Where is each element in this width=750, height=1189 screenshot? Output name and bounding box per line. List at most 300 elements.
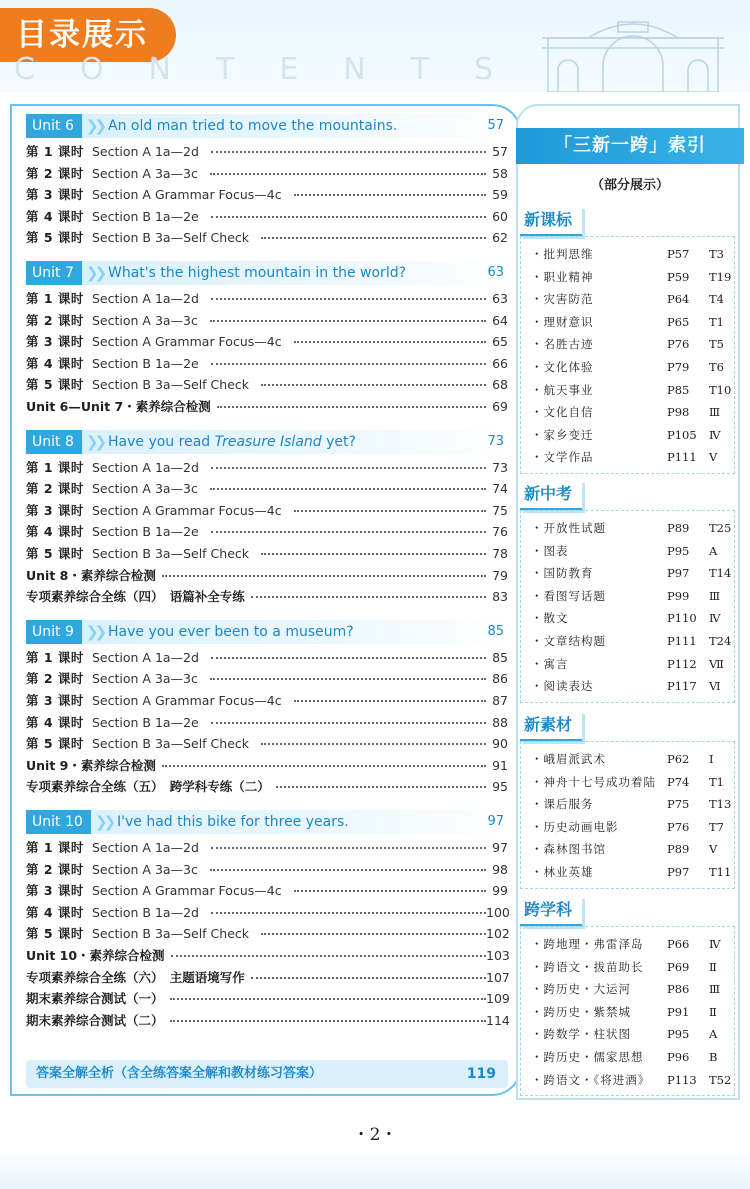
toc-row[interactable] — [26, 227, 508, 248]
dot-leader — [294, 890, 486, 892]
index-topic: ・跨语文・拔苗助长 — [531, 959, 644, 974]
section-label: Section B 3a—Self Check — [92, 377, 250, 393]
index-page: P57 — [667, 247, 690, 261]
unit-tag: Unit 7 — [26, 261, 82, 285]
index-page: P65 — [667, 314, 690, 329]
entry-label: 专项素养综合全练（五） 跨学科专练（二） — [26, 779, 270, 795]
section-label: Section A 1a—2d — [92, 459, 199, 475]
page-number-cell: 63 — [492, 291, 508, 306]
unit-title — [108, 620, 354, 644]
section-label: Section A 1a—2d — [92, 649, 199, 665]
index-page: P105 — [667, 427, 697, 442]
section-label: Section B 1a—2e — [92, 208, 199, 224]
index-topic: ・跨语文・《将进酒》 — [531, 1072, 651, 1087]
index-row[interactable] — [521, 1023, 736, 1045]
page-number-cell: 88 — [492, 714, 508, 730]
index-page: P110 — [667, 611, 697, 626]
entry-label: Unit 8・素养综合检测 — [26, 567, 156, 583]
page-number-cell: 107 — [486, 969, 510, 985]
index-row[interactable] — [521, 446, 736, 468]
index-category-list — [520, 926, 735, 1096]
index-topic: ・历史动画电影 — [531, 819, 619, 834]
dot-leader — [211, 657, 486, 659]
toc-row[interactable] — [26, 331, 508, 352]
unit-title-text: Have you ever been to a museum? — [108, 623, 354, 640]
section-label: Section A 1a—2d — [92, 291, 199, 306]
index-item-tag: T6 — [709, 360, 724, 374]
toc-row[interactable] — [26, 500, 508, 521]
index-page: P59 — [667, 269, 690, 284]
lesson-label: 第 4 课时 — [26, 208, 84, 224]
index-page: P74 — [667, 774, 690, 789]
index-page: P95 — [667, 1027, 690, 1042]
index-topic: ・航天事业 — [531, 382, 594, 397]
page-number-cell: 86 — [492, 671, 508, 687]
index-row[interactable] — [521, 333, 736, 355]
section-label: Section B 1a—2d — [92, 904, 199, 920]
dot-leader — [210, 678, 486, 680]
toc-row[interactable] — [26, 668, 508, 689]
toc-row[interactable] — [26, 880, 508, 901]
index-row[interactable] — [521, 1001, 736, 1023]
index-topic: ・林业英雄 — [531, 865, 594, 879]
index-row[interactable] — [521, 517, 736, 539]
section-label: Section B 1a—2e — [92, 524, 199, 540]
index-item-tag: T10 — [709, 382, 732, 397]
dot-leader — [171, 955, 486, 957]
index-topic: ・跨历史・大运河 — [531, 982, 631, 997]
dot-leader — [210, 488, 486, 490]
toc-row[interactable] — [26, 755, 508, 776]
index-page: P91 — [667, 1004, 690, 1019]
unit-tag: Unit 10 — [26, 810, 91, 834]
index-topic: ・名胜古迹 — [531, 337, 594, 352]
index-category-label: 跨学科 — [520, 896, 582, 926]
index-topic: ・图表 — [531, 543, 569, 558]
answer-bar[interactable] — [26, 1060, 508, 1088]
dot-leader — [210, 320, 486, 322]
lesson-label: 第 2 课时 — [26, 481, 84, 497]
page-number-cell: 66 — [492, 355, 508, 371]
index-page: P98 — [667, 405, 690, 420]
unit-title-text: An old man tried to move the mountains. — [108, 118, 398, 134]
index-item-tag: T3 — [709, 247, 724, 261]
lesson-label: 第 4 课时 — [26, 355, 84, 371]
index-category-label: 新中考 — [520, 480, 582, 510]
section-label: Section A Grammar Focus—4c — [92, 502, 282, 518]
index-row[interactable] — [521, 653, 736, 675]
lesson-label: 第 1 课时 — [26, 144, 84, 159]
index-item-tag: T4 — [709, 292, 724, 307]
dot-leader — [211, 847, 486, 849]
dot-leader — [261, 384, 486, 386]
index-row[interactable] — [521, 748, 736, 770]
lesson-label: 第 5 课时 — [26, 377, 84, 393]
entry-label: 专项素养综合全练（四） 语篇补全专练 — [26, 589, 245, 605]
index-item-tag: A — [709, 1027, 718, 1042]
dot-leader — [211, 467, 486, 469]
toc-row[interactable] — [26, 945, 508, 966]
toc-row[interactable] — [26, 776, 508, 797]
unit-title-rest: yet? — [321, 433, 356, 450]
index-item-tag: T11 — [709, 865, 732, 879]
dot-leader — [170, 1020, 486, 1022]
dot-leader — [276, 786, 486, 788]
index-category-label: 新课标 — [520, 206, 582, 236]
lesson-label: 第 3 课时 — [26, 502, 84, 518]
index-topic: ・森林图书馆 — [531, 842, 606, 857]
index-topic: ・阅读表达 — [531, 679, 594, 694]
index-row[interactable] — [521, 1069, 736, 1091]
lesson-label: 第 5 课时 — [26, 546, 84, 561]
chevron-right-icon: ❯❯ — [86, 117, 104, 135]
dot-leader — [162, 765, 486, 767]
index-page: P86 — [667, 982, 690, 997]
lesson-label: 第 3 课时 — [26, 693, 84, 708]
toc-row[interactable] — [26, 457, 508, 478]
toc-row[interactable] — [26, 923, 508, 944]
index-page: P79 — [667, 360, 690, 374]
unit-page-number: 73 — [487, 433, 504, 449]
page-number-cell: 57 — [492, 144, 508, 159]
toc-row[interactable] — [26, 647, 508, 668]
entry-label: Unit 10・素养综合检测 — [26, 948, 165, 963]
index-item-tag: Ⅴ — [709, 450, 718, 465]
index-topic: ・批判思维 — [531, 247, 594, 261]
unit-heading[interactable] — [26, 430, 508, 454]
index-item-tag: T1 — [709, 314, 724, 329]
page-number-cell: 99 — [492, 883, 508, 899]
toc-row[interactable] — [26, 374, 508, 395]
index-topic: ・职业精神 — [531, 269, 594, 284]
section-label: Section A 3a—3c — [92, 481, 198, 497]
page-number-cell: 58 — [492, 165, 508, 181]
lesson-label: 第 5 课时 — [26, 926, 84, 942]
index-page: P89 — [667, 521, 690, 535]
lesson-label: 第 1 课时 — [26, 649, 84, 665]
index-row[interactable] — [521, 675, 736, 697]
page-number-cell: 65 — [492, 334, 508, 350]
index-page: P64 — [667, 292, 690, 307]
index-item-tag: Ⅳ — [709, 427, 721, 442]
index-category-list — [520, 741, 735, 889]
lesson-label: 第 3 课时 — [26, 883, 84, 899]
lesson-label: 第 1 课时 — [26, 840, 84, 855]
lesson-label: 第 3 课时 — [26, 334, 84, 350]
page-number-cell: 114 — [486, 1012, 510, 1028]
section-label: Section A 3a—3c — [92, 861, 198, 877]
index-page: P99 — [667, 588, 690, 603]
index-subtitle: （部分展示） — [590, 178, 669, 193]
page-number-cell: 91 — [492, 757, 508, 773]
index-topic: ・国防教育 — [531, 566, 594, 581]
index-topic: ・散文 — [531, 611, 569, 626]
index-row[interactable] — [521, 978, 736, 1000]
page-number-cell: 102 — [486, 926, 510, 942]
unit-heading[interactable] — [26, 620, 508, 644]
index-page: P89 — [667, 842, 690, 857]
lesson-label: 第 2 课时 — [26, 312, 84, 328]
index-row[interactable] — [521, 607, 736, 629]
unit-title-text: Have you read — [108, 433, 215, 450]
dot-leader — [211, 363, 486, 365]
chevron-right-icon: ❯❯ — [86, 432, 104, 451]
index-row[interactable] — [521, 585, 736, 607]
index-row[interactable] — [521, 838, 736, 860]
index-page: P113 — [667, 1072, 697, 1087]
index-page: P85 — [667, 382, 690, 397]
page-number-cell: 87 — [492, 693, 508, 708]
index-panel — [516, 104, 740, 1100]
index-item-tag: T13 — [709, 797, 732, 812]
dot-leader — [294, 341, 486, 343]
dot-leader — [217, 406, 486, 408]
page-number-cell: 98 — [492, 861, 508, 877]
index-item-tag: Ⅴ — [709, 842, 718, 857]
page-title-banner: 目录展示 — [0, 8, 176, 62]
dot-leader — [251, 596, 486, 598]
index-item-tag: Ⅲ — [709, 588, 721, 603]
toc-row[interactable] — [26, 586, 508, 607]
index-item-tag: T5 — [709, 337, 724, 352]
section-label: Section B 1a—2e — [92, 355, 199, 371]
toc-row[interactable] — [26, 396, 508, 417]
index-row[interactable] — [521, 793, 736, 815]
index-row[interactable] — [521, 562, 736, 584]
dot-leader — [211, 298, 486, 300]
index-topic: ・神舟十七号成功着陆 — [531, 774, 656, 789]
dot-leader — [261, 933, 486, 935]
index-row[interactable] — [521, 933, 736, 955]
toc-row[interactable] — [26, 733, 508, 754]
dot-leader — [261, 553, 486, 555]
index-page: P111 — [667, 450, 697, 465]
section-label: Section A 3a—3c — [92, 165, 198, 181]
toc-row[interactable] — [26, 310, 508, 331]
toc-row[interactable] — [26, 988, 508, 1009]
unit-title-text: I've had this bike for three years. — [117, 814, 349, 830]
unit-title — [108, 261, 406, 285]
section-label: Section B 3a—Self Check — [92, 926, 250, 942]
index-row[interactable] — [521, 630, 736, 652]
section-label: Section A Grammar Focus—4c — [92, 693, 282, 708]
index-item-tag: Ⅳ — [709, 937, 721, 951]
dot-leader — [211, 722, 486, 724]
index-item-tag: T52 — [709, 1072, 732, 1087]
index-row[interactable] — [521, 288, 736, 310]
index-page: P76 — [667, 819, 690, 834]
index-row[interactable] — [521, 379, 736, 401]
index-page: P96 — [667, 1050, 690, 1064]
unit-page-number: 85 — [487, 623, 504, 639]
index-row[interactable] — [521, 424, 736, 446]
index-row[interactable] — [521, 861, 736, 883]
toc-row[interactable] — [26, 1010, 508, 1031]
dot-leader — [294, 194, 486, 196]
toc-row[interactable] — [26, 141, 508, 162]
index-topic: ・家乡变迁 — [531, 427, 594, 442]
index-item-tag: T14 — [709, 566, 732, 581]
index-title-bar — [516, 128, 744, 164]
index-page: P112 — [667, 656, 697, 671]
index-page: P95 — [667, 543, 690, 558]
toc-row[interactable] — [26, 521, 508, 542]
unit-title — [108, 430, 356, 454]
lesson-label: 第 5 课时 — [26, 736, 84, 752]
unit-tag: Unit 8 — [26, 430, 82, 454]
unit-title-book: Treasure Island — [214, 433, 322, 450]
page-number-cell: 95 — [492, 779, 508, 795]
index-row[interactable] — [521, 356, 736, 378]
section-label: Section B 1a—2e — [92, 714, 199, 730]
index-item-tag: B — [709, 1050, 718, 1064]
index-category-label: 新素材 — [520, 711, 582, 741]
index-item-tag: Ⅲ — [709, 982, 721, 997]
toc-row[interactable] — [26, 163, 508, 184]
index-topic: ・看图写话题 — [531, 588, 606, 603]
contents-watermark: CONTENTS — [14, 52, 539, 87]
index-item-tag: Ⅳ — [709, 611, 721, 626]
index-row[interactable] — [521, 816, 736, 838]
toc-row[interactable] — [26, 859, 508, 880]
lesson-label: 第 5 课时 — [26, 230, 84, 246]
page-number-cell: 100 — [486, 904, 510, 920]
index-item-tag: Ⅱ — [709, 1004, 717, 1019]
index-row[interactable] — [521, 243, 736, 265]
page-number-cell: 68 — [492, 377, 508, 393]
index-item-tag: Ⅰ — [709, 752, 714, 766]
page-number-cell: 103 — [486, 948, 510, 963]
toc-row[interactable] — [26, 288, 508, 309]
toc-row[interactable] — [26, 206, 508, 227]
page-number-cell: 90 — [492, 736, 508, 752]
section-label: Section B 3a—Self Check — [92, 546, 250, 561]
page-number-cell: 69 — [492, 399, 508, 414]
dot-leader — [211, 216, 486, 218]
dot-leader — [211, 151, 486, 153]
index-topic: ・峨眉派武术 — [531, 752, 606, 766]
index-item-tag: T19 — [709, 269, 732, 284]
dot-leader — [211, 912, 486, 914]
page-number-cell: 75 — [492, 502, 508, 518]
index-row[interactable] — [521, 401, 736, 423]
index-topic: ・文化体验 — [531, 360, 594, 374]
section-label: Section A Grammar Focus—4c — [92, 334, 282, 350]
index-topic: ・课后服务 — [531, 797, 594, 812]
index-page: P75 — [667, 797, 690, 812]
entry-label: Unit 9・素养综合检测 — [26, 757, 156, 773]
unit-tag: Unit 9 — [26, 620, 82, 644]
index-page: P69 — [667, 959, 690, 974]
index-category-list — [520, 510, 735, 703]
dot-leader — [210, 869, 486, 871]
index-item-tag: Ⅲ — [709, 405, 721, 420]
toc-row[interactable] — [26, 184, 508, 205]
index-page: P97 — [667, 566, 690, 581]
section-label: Section A 3a—3c — [92, 671, 198, 687]
toc-row[interactable] — [26, 712, 508, 733]
index-topic: ・开放性试题 — [531, 521, 606, 535]
lesson-label: 第 1 课时 — [26, 291, 84, 306]
unit-heading[interactable] — [26, 261, 508, 285]
index-topic: ・跨数学・柱状图 — [531, 1027, 631, 1042]
toc-row[interactable] — [26, 902, 508, 923]
table-of-contents — [10, 104, 522, 1096]
index-page: P117 — [667, 679, 697, 694]
lesson-label: 第 4 课时 — [26, 904, 84, 920]
toc-row[interactable] — [26, 543, 508, 564]
page-number: ・2・ — [352, 1125, 398, 1145]
index-row[interactable] — [521, 1046, 736, 1068]
dot-leader — [210, 173, 486, 175]
dot-leader — [170, 998, 486, 1000]
page-number-cell: 76 — [492, 524, 508, 540]
index-topic: ・文章结构题 — [531, 634, 606, 648]
index-row[interactable] — [521, 771, 736, 793]
toc-row[interactable] — [26, 967, 508, 988]
dot-leader — [162, 575, 486, 577]
page-number-cell: 85 — [492, 649, 508, 665]
index-row[interactable] — [521, 311, 736, 333]
section-label: Section A 1a—2d — [92, 144, 199, 159]
page-number-cell: 78 — [492, 546, 508, 561]
index-topic: ・跨历史・紫禁城 — [531, 1004, 631, 1019]
page-number-cell: 97 — [492, 840, 508, 855]
dot-leader — [261, 237, 486, 239]
lesson-label: 第 2 课时 — [26, 671, 84, 687]
page-number-cell: 83 — [492, 589, 508, 605]
unit-page-number: 57 — [487, 118, 504, 133]
index-page: P111 — [667, 634, 697, 648]
page-number-cell: 62 — [492, 230, 508, 246]
unit-title — [117, 810, 349, 834]
index-page: P76 — [667, 337, 690, 352]
index-row[interactable] — [521, 266, 736, 288]
unit-heading[interactable] — [26, 114, 508, 138]
index-item-tag: Ⅱ — [709, 959, 717, 974]
dot-leader — [211, 531, 486, 533]
index-page: P97 — [667, 865, 690, 879]
index-row[interactable] — [521, 540, 736, 562]
entry-label: 专项素养综合全练（六） 主题语境写作 — [26, 969, 245, 985]
answer-text: 答案全解全析（含全练答案全解和教材练习答案） — [36, 1066, 323, 1081]
toc-row[interactable] — [26, 837, 508, 858]
index-topic: ・灾害防范 — [531, 292, 594, 307]
section-label: Section A Grammar Focus—4c — [92, 187, 282, 203]
index-topic: ・理财意识 — [531, 314, 594, 329]
chevron-right-icon: ❯❯ — [86, 622, 104, 641]
page-number-cell: 109 — [486, 991, 510, 1007]
bottom-decoration — [0, 1150, 750, 1189]
dot-leader — [261, 743, 486, 745]
toc-row[interactable] — [26, 690, 508, 711]
entry-label: 期末素养综合测试（一） — [26, 991, 164, 1007]
page-number-cell: 60 — [492, 208, 508, 224]
toc-row[interactable] — [26, 478, 508, 499]
index-item-tag: T1 — [709, 774, 724, 789]
unit-heading[interactable] — [26, 810, 508, 834]
page-number-cell: 74 — [492, 481, 508, 497]
index-item-tag: T25 — [709, 521, 732, 535]
toc-row[interactable] — [26, 565, 508, 586]
index-item-tag: Ⅶ — [709, 656, 724, 671]
index-row[interactable] — [521, 956, 736, 978]
lesson-label: 第 1 课时 — [26, 459, 84, 475]
section-label: Section B 3a—Self Check — [92, 736, 250, 752]
unit-title-text: What's the highest mountain in the world? — [108, 265, 407, 281]
dot-leader — [251, 977, 486, 979]
toc-row[interactable] — [26, 353, 508, 374]
